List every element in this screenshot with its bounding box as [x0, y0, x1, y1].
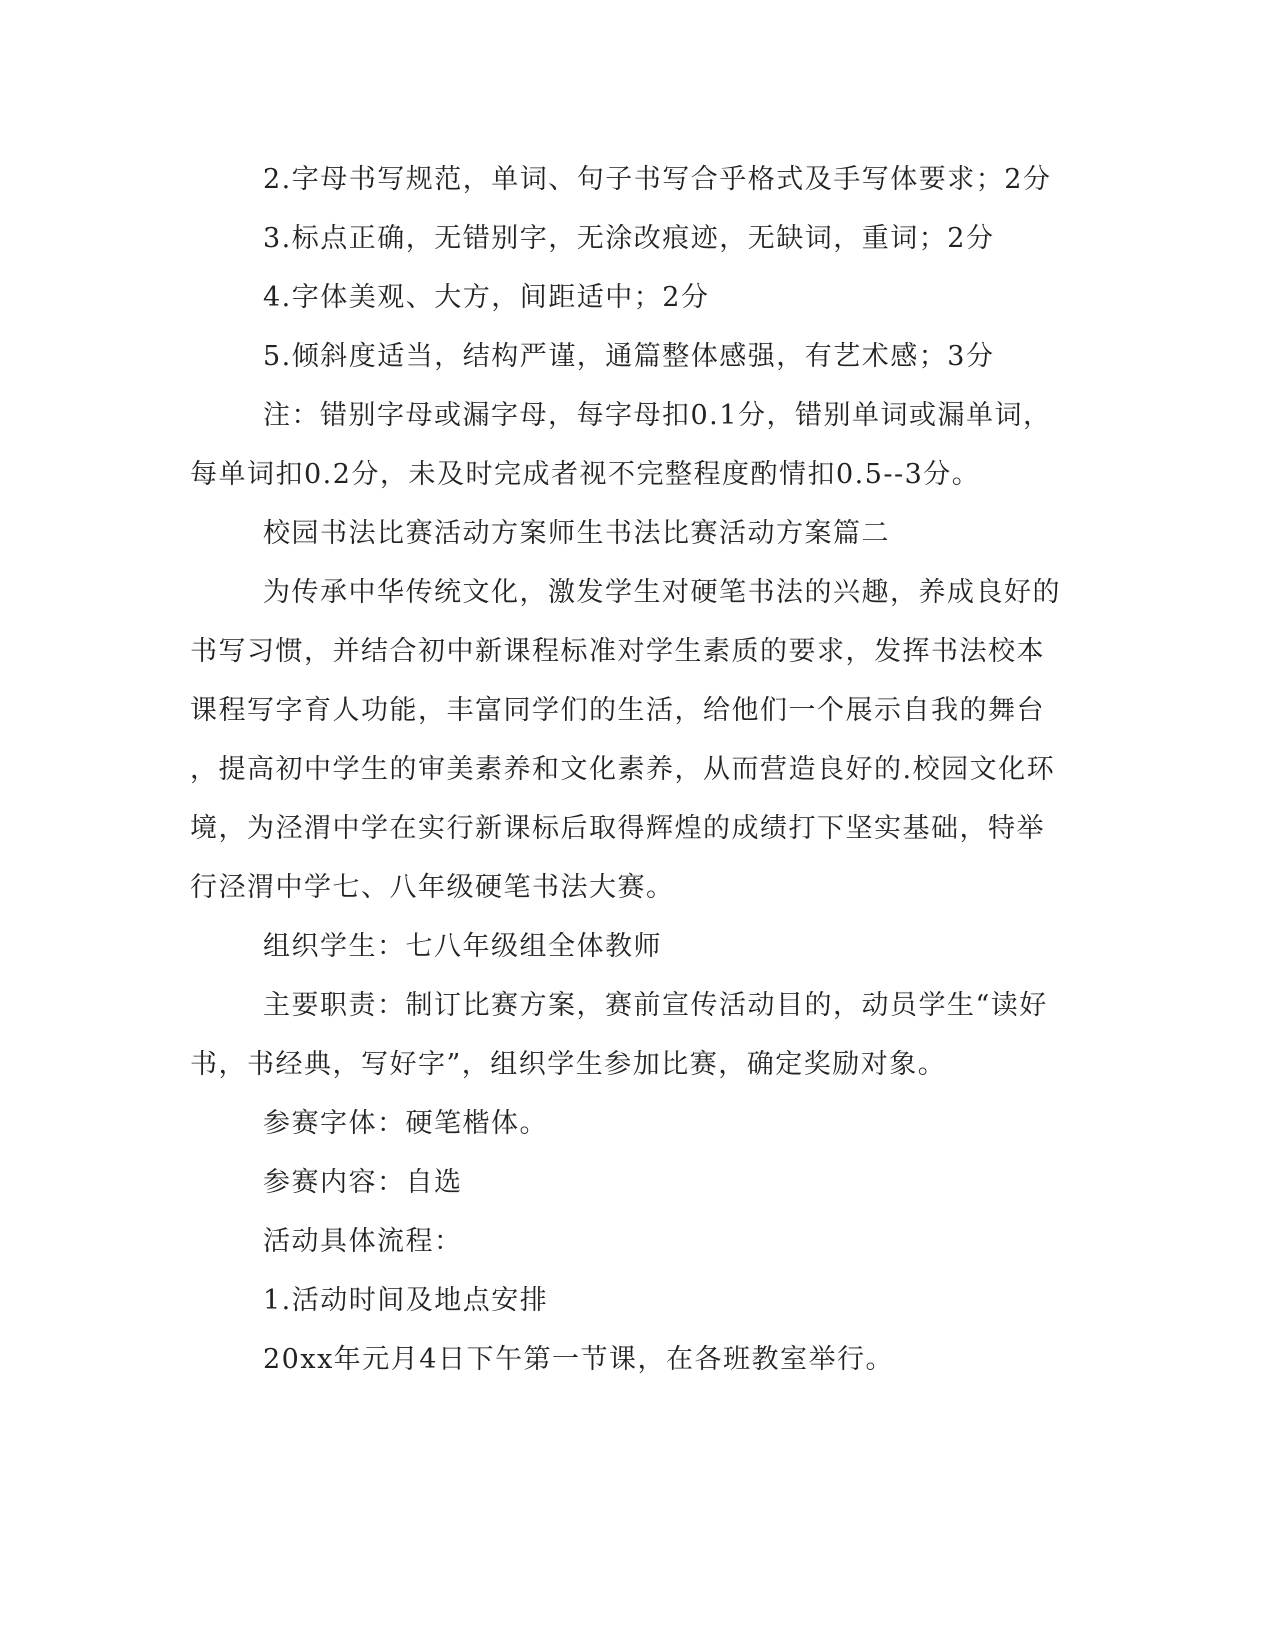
criterion-5: 5.倾斜度适当，结构严谨，通篇整体感强，有艺术感；3分 [263, 341, 995, 372]
content-line: 参赛内容：自选 [263, 1167, 463, 1198]
intro-line-2: 书写习惯，并结合初中新课程标准对学生素质的要求，发挥书法校本 [190, 636, 1045, 667]
intro-line-4: ，提高初中学生的审美素养和文化素养，从而营造良好的.校园文化环 [190, 754, 1056, 785]
criterion-3: 3.标点正确，无错别字，无涂改痕迹，无缺词，重词；2分 [263, 223, 995, 254]
time-place-detail: 20xx年元月4日下午第一节课，在各班教室举行。 [263, 1344, 894, 1375]
font-line: 参赛字体：硬笔楷体。 [263, 1108, 548, 1139]
duties-line-2: 书，书经典，写好字”，组织学生参加比赛，确定奖励对象。 [190, 1049, 947, 1080]
intro-line-1: 为传承中华传统文化，激发学生对硬笔书法的兴趣，养成良好的 [263, 577, 1061, 608]
intro-line-3: 课程写字育人功能，丰富同学们的生活，给他们一个展示自我的舞台 [190, 695, 1045, 726]
note-line-2: 每单词扣0.2分，未及时完成者视不完整程度酌情扣0.5--3分。 [190, 459, 981, 490]
duties-line-1: 主要职责：制订比赛方案，赛前宣传活动目的，动员学生“读好 [263, 990, 1048, 1021]
intro-line-5: 境，为泾渭中学在实行新课标后取得辉煌的成绩打下坚实基础，特举 [190, 813, 1045, 844]
intro-line-6: 行泾渭中学七、八年级硬笔书法大赛。 [190, 872, 675, 903]
organizer-line: 组织学生：七八年级组全体教师 [263, 931, 662, 962]
criterion-4: 4.字体美观、大方，间距适中；2分 [263, 282, 710, 313]
time-place-heading: 1.活动时间及地点安排 [263, 1285, 549, 1316]
process-heading: 活动具体流程： [263, 1226, 463, 1257]
criterion-2: 2.字母书写规范，单词、句子书写合乎格式及手写体要求；2分 [263, 164, 1052, 195]
note-line-1: 注：错别字母或漏字母，每字母扣0.1分，错别单词或漏单词， [263, 400, 1052, 431]
section-heading: 校园书法比赛活动方案师生书法比赛活动方案篇二 [263, 518, 890, 549]
